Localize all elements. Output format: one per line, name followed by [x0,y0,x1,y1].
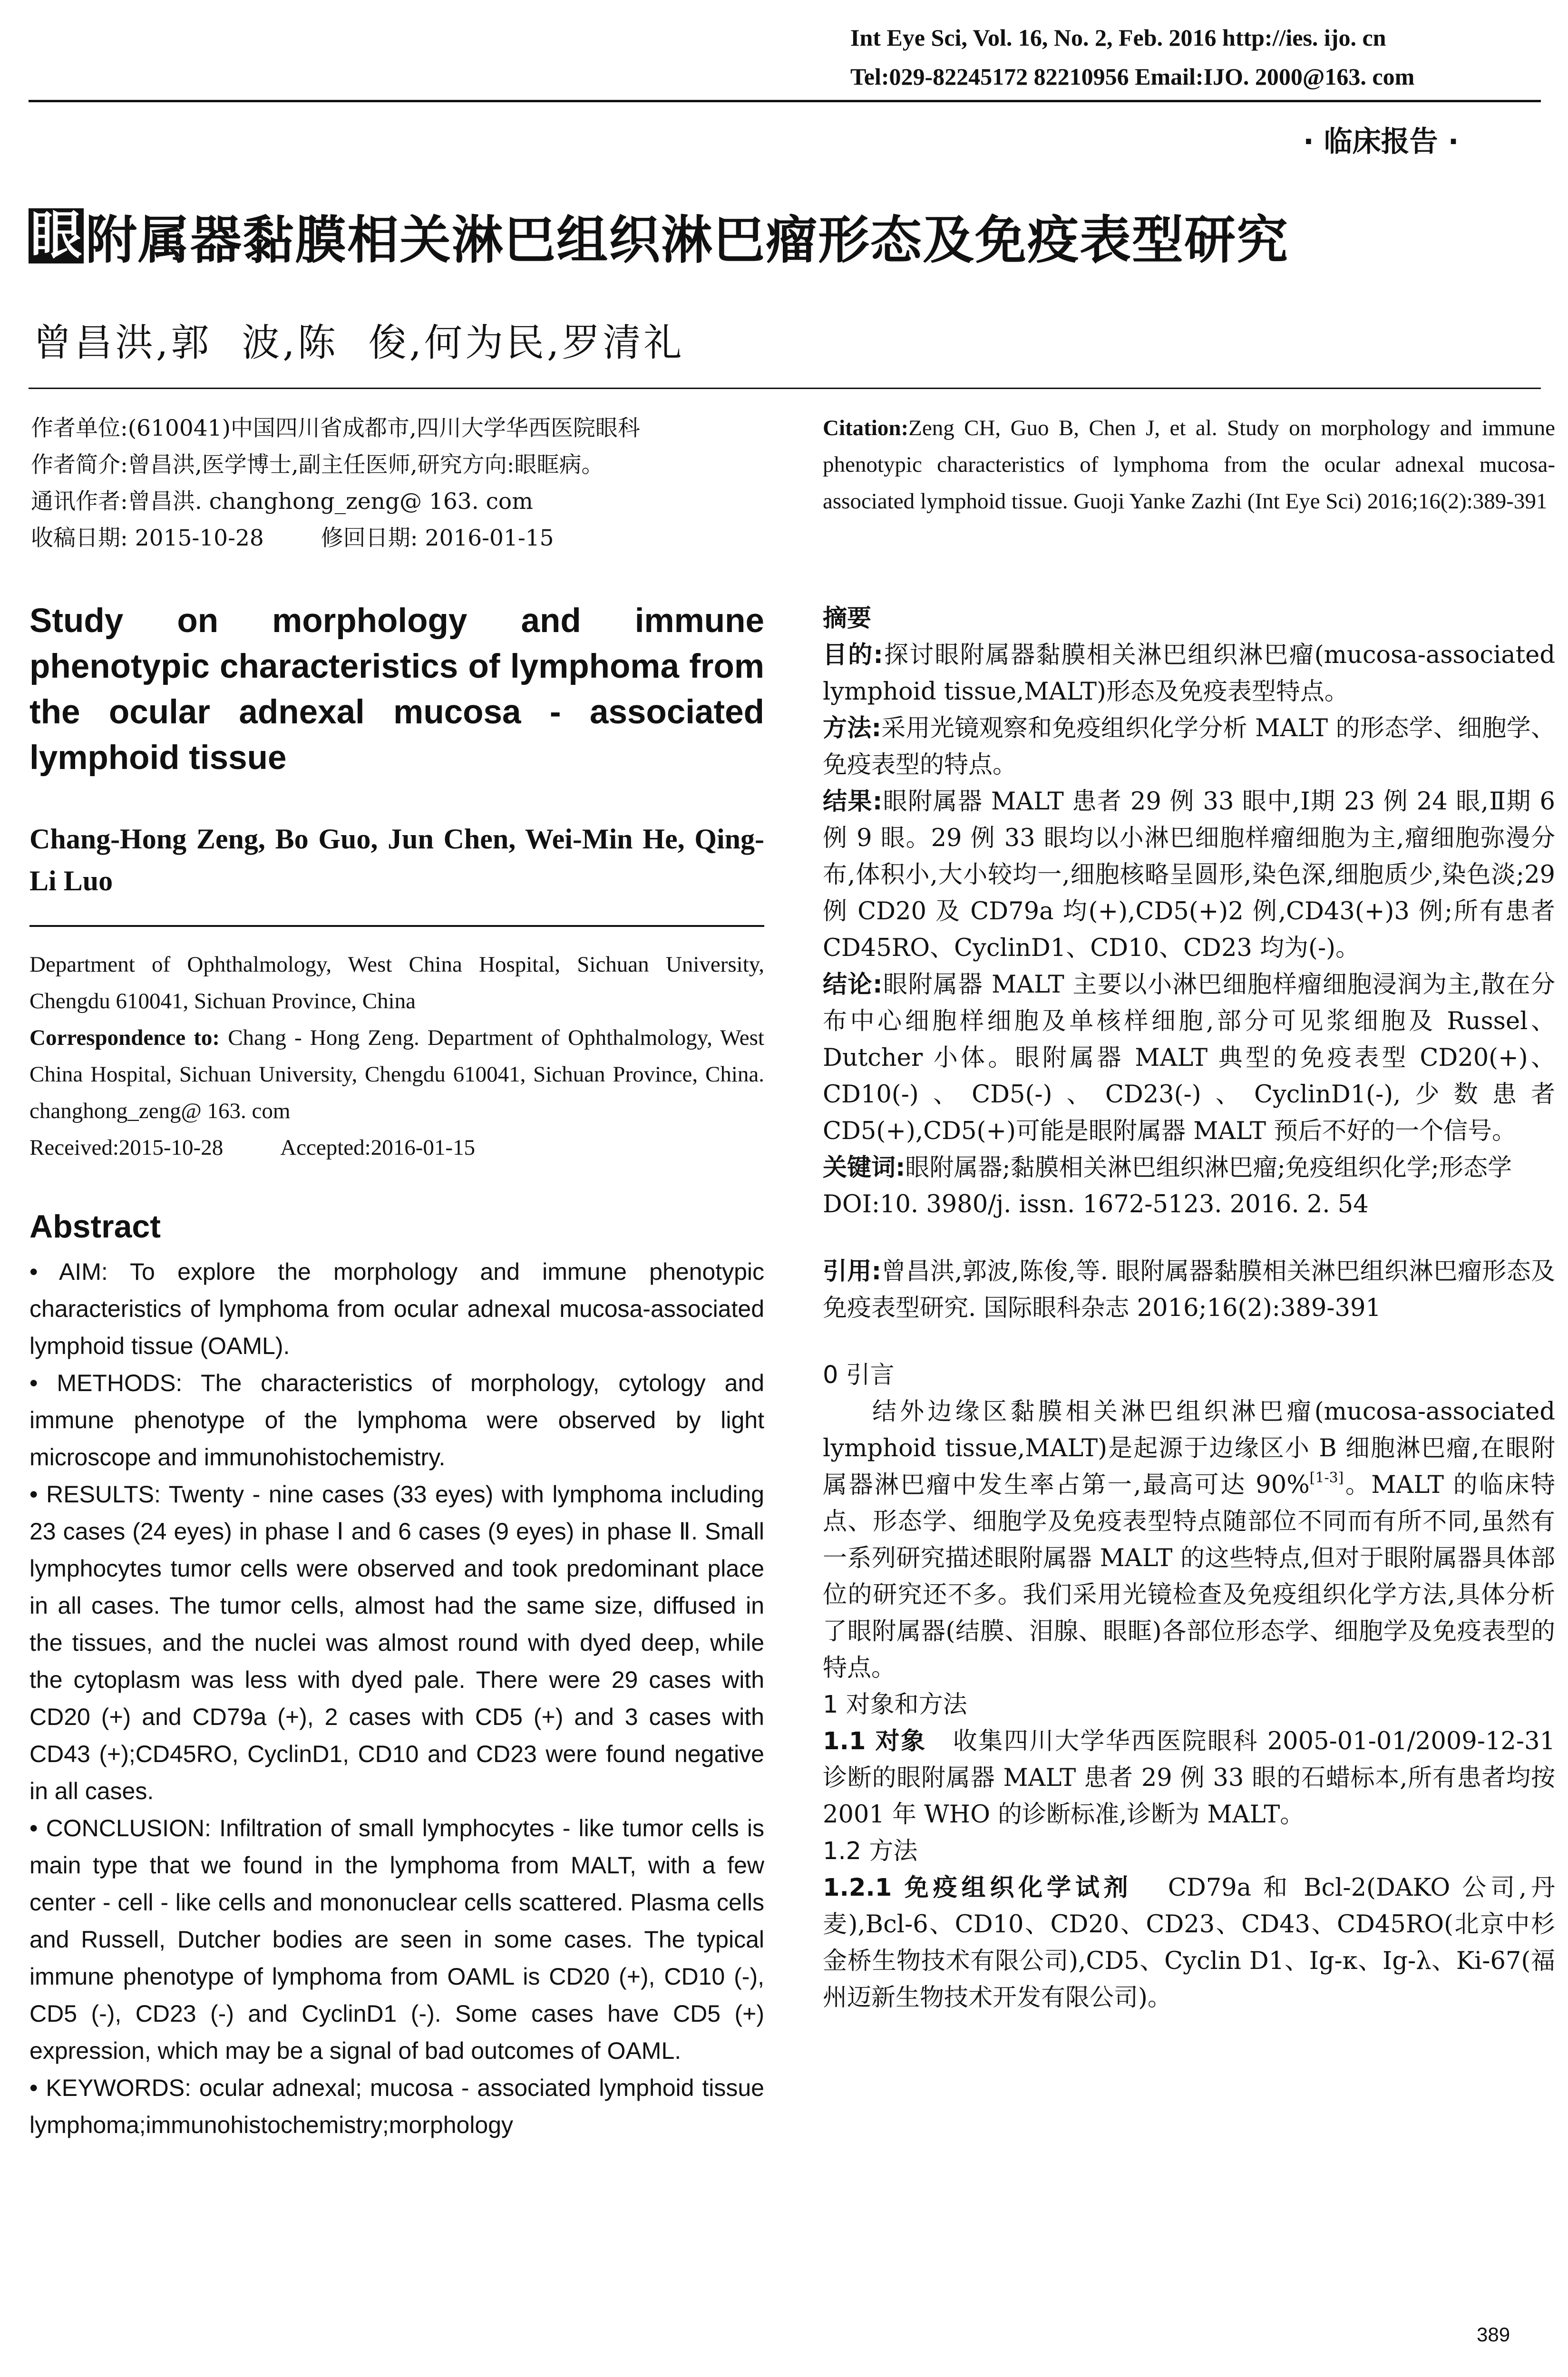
author-bio: 作者简介:曾昌洪,医学博士,副主任医师,研究方向:眼眶病。 [31,452,604,478]
section-1-2-1-label: 1.2.1 免疫组织化学试剂 [823,1874,1132,1902]
corresponding-author: 通讯作者:曾昌洪. changhong_zeng@ 163. com [31,488,533,515]
section-label: · 临床报告 · [1303,125,1459,158]
cn-abstract-heading: 摘要 [823,604,872,633]
en-accepted: Accepted:2016-01-15 [280,1135,476,1160]
correspondence [29,1020,764,1130]
cn-conclusion [823,966,1555,1150]
article-title [29,199,1289,273]
authors-rule [29,925,764,927]
right-column [823,600,1555,2016]
intro-text-1: 结外边缘区黏膜相关淋巴组织淋巴瘤(mucosa-associated lymphoid tissue,MALT)是起源于边缘区小 B 细胞淋巴瘤,在眼附属器淋巴瘤中发生率占第一,最高可达 90% [823,1398,1555,1499]
received-date: 收稿日期: 2015-10-28 [31,525,264,551]
cn-methods-text: 采用光镜观察和免疫组织化学分析 MALT 的形态学、细胞学、免疫表型的特点。 [823,714,1555,779]
cn-results-label: 结果: [823,788,883,816]
correspondence-text: Chang - Hong Zeng. Department of Ophthalmology, West China Hospital, Sichuan University, Chengdu 610041, Sichuan Province, China. changhong_zeng@ 163. com [29,1025,764,1123]
affiliation-block [29,946,764,1166]
revised-date: 修回日期: 2016-01-15 [321,525,554,551]
journal-header: Int Eye Sci, Vol. 16, No. 2, Feb. 2016 http://ies. ijo. cn [850,24,1386,51]
cn-conclusion-text: 眼附属器 MALT 主要以小淋巴细胞样瘤细胞浸润为主,散在分布中心细胞样细胞及单核样细胞,部分可见浆细胞及 Russel、Dutcher 小体。眼附属器 MALT 典型的免疫表型 CD20(+)、CD10(-)、CD5(-)、CD23(-)、CyclinD1(-),少数患者 CD5(+),CD5(+)可能是眼附属器 MALT 预后不好的一个信号。 [823,971,1555,1145]
authors-cn: 曾昌洪,郭 波,陈 俊,何为民,罗清礼 [33,321,685,365]
cn-methods [823,710,1555,783]
english-title: Study on morphology and immune phenotypic characteristics of lymphoma from the ocular adnexal mucosa - associated lymphoid tissue [29,602,764,777]
cn-results [823,783,1555,966]
page-number: 389 [1477,2323,1510,2346]
section-1-2-1-text: CD79a 和 Bcl-2(DAKO 公司,丹麦),Bcl-6、CD10、CD20、CD23、CD43、CD45RO(北京中杉金桥生物技术有限公司),CD5、Cyclin D1、Ig-κ、Ig-λ、Ki-67(福州迈新生物技术开发有限公司)。 [823,1874,1555,2012]
cn-reference-text: 曾昌洪,郭波,陈俊,等. 眼附属器黏膜相关淋巴组织淋巴瘤形态及免疫表型研究. 国际眼科杂志 2016;16(2):389-391 [823,1257,1555,1322]
dates-line [31,520,763,556]
abstract-results: • RESULTS: Twenty - nine cases (33 eyes) with lymphoma including 23 cases (24 eyes) in phase Ⅰ and 6 cases (9 eyes) in phase Ⅱ. Small lymphocytes tumor cells were observed and took predominant place in all cases. The tumor cells, almost had the same size, diffused in the tissues, and the nuclei was almost round with dyed deep, while the cytoplasm was less with dyed pale. There were 29 cases with CD20 (+) and CD79a (+), 2 cases with CD5 (+) and 3 cases with CD43 (+);CD45RO, CyclinD1, CD10 and CD23 were found negative in all cases. [29,1481,764,1804]
en-received: Received:2015-10-28 [29,1135,224,1160]
intro-heading: 0 引言 [823,1361,895,1389]
cn-methods-label: 方法: [823,714,881,742]
section-1-1 [823,1723,1555,1833]
correspondence-label: Correspondence to: [29,1025,220,1050]
abstract-heading: Abstract [29,1208,161,1245]
cn-aim-label: 目的: [823,641,883,669]
intro-citation: [1-3] [1309,1470,1344,1486]
cn-reference [823,1253,1555,1326]
title-initial-char: 眼 [29,208,84,263]
abstract-conclusion: • CONCLUSION: Infiltration of small lymphocytes - like tumor cells is main type that we found in the lymphoma from MALT, with a few center - cell - like cells and mononuclear cells scattered. Plasma cells and Russell, Dutcher bodies are seen in some cases. The typical immune phenotype of lymphoma from OAML is CD20 (+), CD10 (-), CD5 (-), CD23 (-) and CyclinD1 (-). Some cases have CD5 (+) expression, which may be a signal of bad outcomes of OAML. [29,1815,764,2064]
doi: DOI:10. 3980/j. issn. 1672-5123. 2016. 2. 54 [823,1190,1369,1218]
affiliation: Department of Ophthalmology, West China Hospital, Sichuan University, Chengdu 610041, Sichuan Province, China [29,952,764,1013]
section-1-1-text: 收集四川大学华西医院眼科 2005-01-01/2009-12-31 诊断的眼附属器 MALT 患者 29 例 33 眼的石蜡标本,所有患者均按 2001 年 WHO 的诊断标准,诊断为 MALT。 [823,1727,1556,1829]
cn-conclusion-label: 结论: [823,971,883,999]
title-text: 附属器黏膜相关淋巴组织淋巴瘤形态及免疫表型研究 [86,211,1289,270]
abstract-methods: • METHODS: The characteristics of morphology, cytology and immune phenotype of the lymphoma were observed by light microscope and immunohistochemistry. [29,1370,764,1471]
journal-contact: Tel:029-82245172 82210956 Email:IJO. 2000@163. com [850,63,1415,90]
author-unit: 作者单位:(610041)中国四川省成都市,四川大学华西医院眼科 [31,415,640,441]
cn-keywords-text: 眼附属器;黏膜相关淋巴组织淋巴瘤;免疫组织化学;形态学 [905,1154,1512,1182]
cn-keywords [823,1150,1555,1186]
citation [823,410,1555,520]
cn-aim-text: 探讨眼附属器黏膜相关淋巴组织淋巴瘤(mucosa-associated lymphoid tissue,MALT)形态及免疫表型特点。 [823,641,1555,706]
abstract-aim: • AIM: To explore the morphology and immune phenotypic characteristics of lymphoma from ocular adnexal mucosa-associated lymphoid tissue (OAML). [29,1258,764,1359]
citation-label: Citation: [823,416,909,440]
section-1-2-1 [823,1870,1555,2016]
cn-aim [823,637,1555,710]
citation-text: Zeng CH, Guo B, Chen J, et al. Study on morphology and immune phenotypic characteristics of lymphoma from the ocular adnexal mucosa-associated lymphoid tissue. Guoji Yanke Zazhi (Int Eye Sci) 2016;16(2):389-391 [823,416,1555,514]
header-rule [29,100,1541,102]
intro-paragraph [823,1393,1555,1686]
cn-results-text: 眼附属器 MALT 患者 29 例 33 眼中,Ⅰ期 23 例 24 眼,Ⅱ期 6 例 9 眼。29 例 33 眼均以小淋巴细胞样瘤细胞为主,瘤细胞弥漫分布,体积小,大小较均一,细胞核略呈圆形,染色深,细胞质少,染色淡;29 例 CD20 及 CD79a 均(+),CD5(+)2 例,CD43(+)3 例;所有患者 CD45RO、CyclinD1、CD10、CD23 均为(-)。 [823,788,1555,962]
section-1-1-label: 1.1 对象 [823,1727,926,1755]
intro-text-2: 。MALT 的临床特点、形态学、细胞学及免疫表型特点随部位不同而有所不同,虽然有一系列研究描述眼附属器 MALT 的这些特点,但对于眼附属器具体部位的研究还不多。我们采用光镜检查及免疫组织化学方法,具体分析了眼附属器(结膜、泪腺、眼眶)各部位形态学、细胞学及免疫表型的特点。 [823,1471,1555,1682]
title-rule [29,388,1541,389]
english-authors: Chang-Hong Zeng, Bo Guo, Jun Chen, Wei-Min He, Qing-Li Luo [29,823,764,896]
section-1-2-heading: 1.2 方法 [823,1837,918,1865]
abstract-keywords: • KEYWORDS: ocular adnexal; mucosa - associated lymphoid tissue lymphoma;immunohistochemistry;morphology [29,2075,764,2138]
en-dates [29,1130,764,1166]
cn-keywords-label: 关键词: [823,1154,906,1182]
section1-heading: 1 对象和方法 [823,1691,967,1719]
abstract-body [29,1253,764,2143]
cn-reference-label: 引用: [823,1257,882,1286]
